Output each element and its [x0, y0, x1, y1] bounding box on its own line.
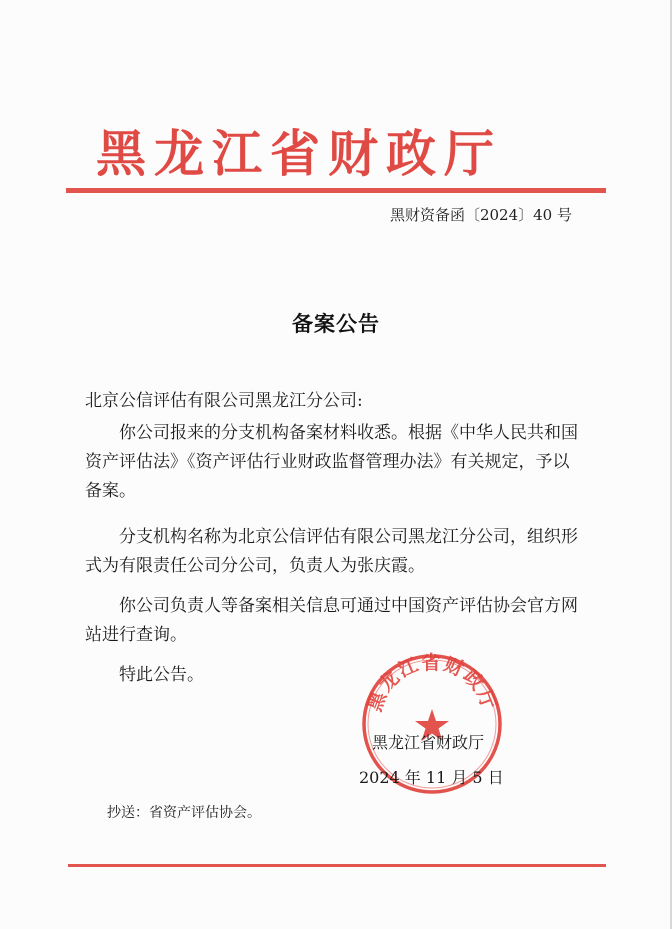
- document-number: 黑财资备函〔2024〕40 号: [389, 206, 572, 224]
- paragraph-basis: 你公司报来的分支机构备案材料收悉。根据《中华人民共和国资产评估法》《资产评估行业财政监督管理办法》有关规定，予以备案。: [85, 423, 578, 501]
- signature-date: 2024 年 11 月 5 日: [359, 768, 504, 787]
- paragraph-inquiry: 你公司负责人等备案相关信息可通过中国资产评估协会官方网站进行查询。: [85, 596, 578, 645]
- cc-line: 抄送：省资产评估协会。: [107, 805, 261, 821]
- notice-title: 备案公告: [292, 312, 380, 336]
- salutation: 北京公信评估有限公司黑龙江分公司:: [85, 391, 363, 411]
- issuer-title: 黑龙江省财政厅: [96, 124, 502, 183]
- footer-red-rule: [68, 864, 606, 867]
- header-red-rule: [66, 188, 606, 193]
- paragraph-closing: 特此公告。: [119, 665, 204, 685]
- signature-organization: 黑龙江省财政厅: [372, 733, 485, 752]
- svg-text:黑龙江省财政厅: [364, 651, 501, 714]
- paragraph-branch-info: 分支机构名称为北京公信评估有限公司黑龙江分公司，组织形式为有限责任公司分公司，负责人为张庆霞。: [85, 527, 578, 576]
- seal-text: 黑龙江省财政厅: [363, 651, 501, 715]
